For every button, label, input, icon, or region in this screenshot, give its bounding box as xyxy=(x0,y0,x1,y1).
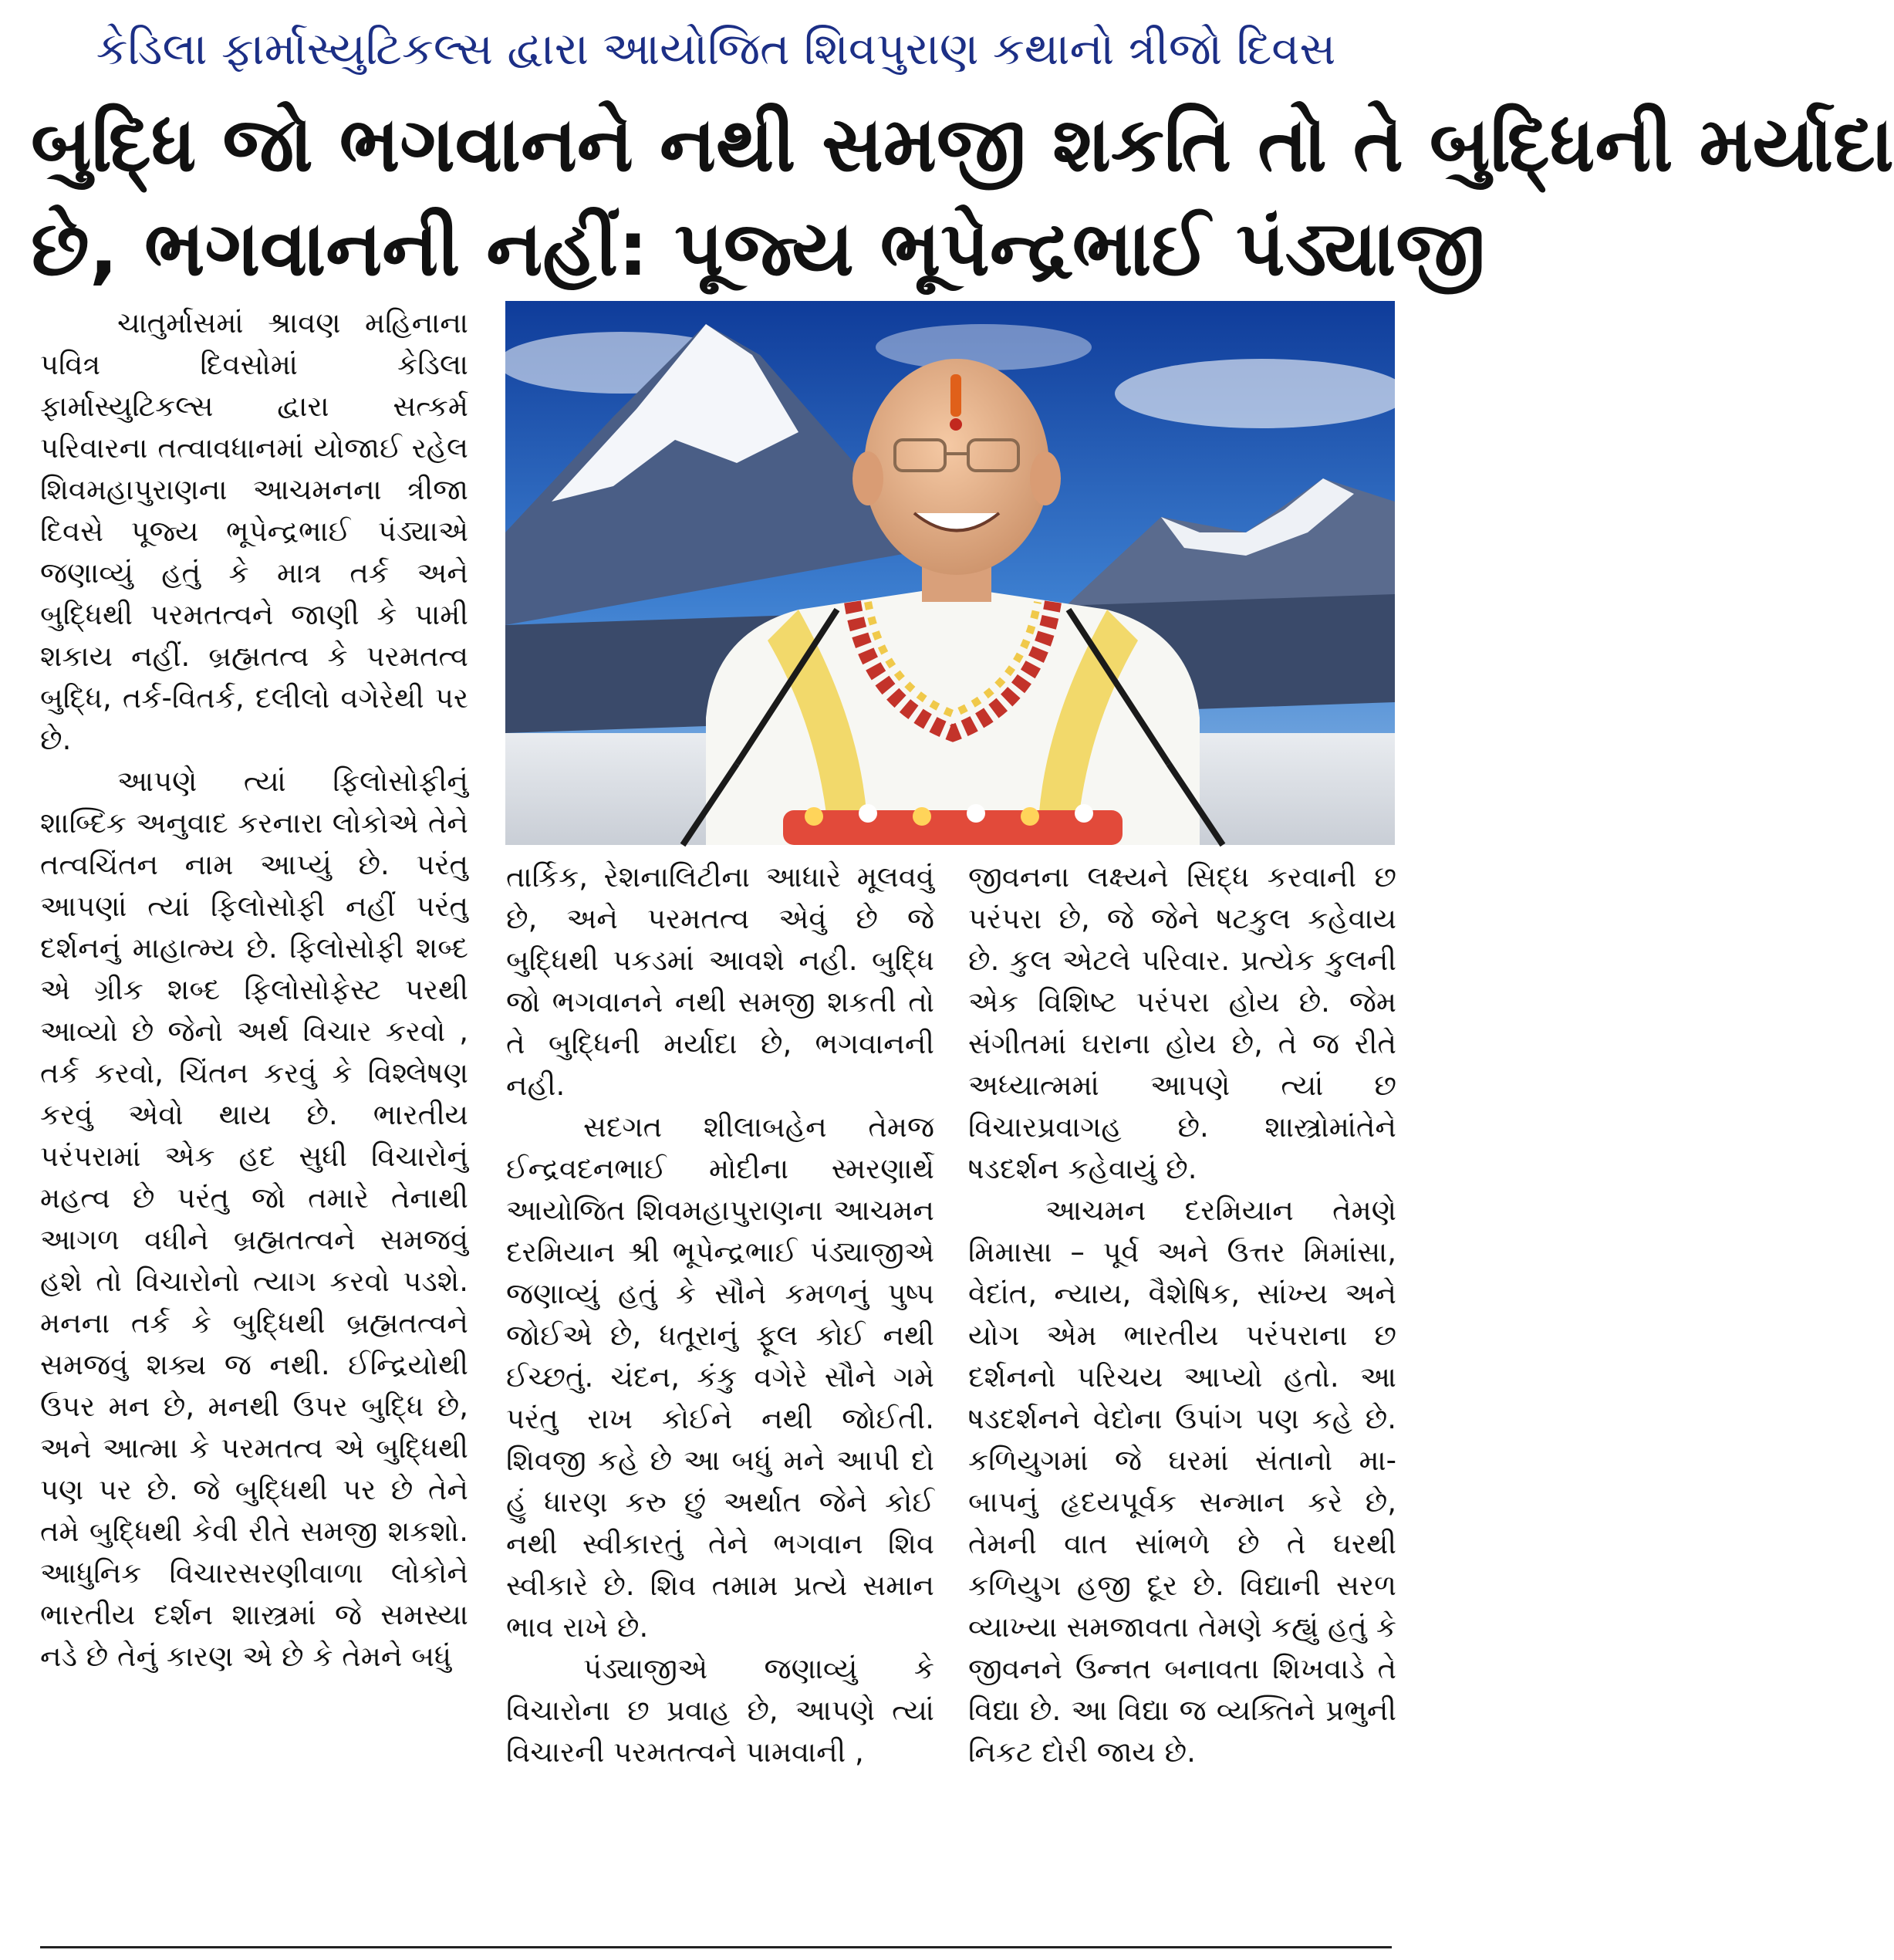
article-paragraph: ચાતુર્માસમાં શ્રાવણ મહિનાના પવિત્ર દિવસોમાં કેડિલા ફાર્માસ્યુટિકલ્સ દ્વારા સત્કર્મ પરિવારના તત્વાવધાનમાં યોજાઈ રહેલ શિવમહાપુરાણના આચમનના ત્રીજા દિવસે પૂજ્ય ભૂપેન્દ્રભાઈ પંડ્યાએ જણાવ્યું હતું કે માત્ર તર્ક અને બુદ્ધિથી પરમતત્વને જાણી કે પામી શકાય નહીં. બ્રહ્મતત્વ કે પરમતત્વ બુદ્ધિ, તર્ક-વિતર્ક, દલીલો વગેરેથી પર છે. xyxy=(40,306,468,756)
bottom-rule xyxy=(40,1946,1392,1948)
headline-line-2: છે, ભગવાનની નહીં: પૂજ્ય ભૂપેન્દ્રભાઈ પંડ્યાજી xyxy=(31,205,1486,293)
headline-line-1: બુદ્ધિ જો ભગવાનને નથી સમજી શકતિ તો તે બુદ્ધિની મર્યાદા xyxy=(31,101,1894,189)
article-paragraph: તાર્કિક, રેશનાલિટીના આધારે મૂલવવું છે, અને પરમતત્વ એવું છે જે બુદ્ધિથી પકડમાં આવશે નહી. બુદ્ધિ જો ભગવાનને નથી સમજી શકતી તો તે બુદ્ધિની મર્યાદા છે, ભગવાનની નહી. xyxy=(506,860,934,1102)
article-column-2 xyxy=(506,857,934,1921)
speaker-photo-illustration xyxy=(505,301,1395,845)
article-photo xyxy=(505,301,1395,845)
article-paragraph: આચમન દરમિયાન તેમણે મિમાસા – પૂર્વ અને ઉત્તર મિમાંસા, વેદાંત, ન્યાય, વૈશેષિક, સાંખ્ય અને યોગ એમ ભારતીય પરંપરાના છ દર્શનનો પરિચય આપ્યો હતો. આ ષડદર્શનને વેદોના ઉપાંગ પણ કહે છે. કળિયુગમાં જે ઘરમાં સંતાનો મા-બાપનું હૃદયપૂર્વક સન્માન કરે છે, તેમની વાત સાંભળે છે તે ઘરથી કળિયુગ હજી દૂર છે. વિદ્યાની સરળ વ્યાખ્યા સમજાવતા તેમણે કહ્યું હતું કે જીવનને ઉન્નત બનાવતા શિખવાડે તે વિદ્યા છે. આ વિદ્યા જ વ્યક્તિને પ્રભુની નિકટ દોરી જાય છે. xyxy=(968,1194,1396,1769)
article-paragraph: આપણે ત્યાં ફિલોસોફીનું શાબ્દિક અનુવાદ કરનારા લોકોએ તેને તત્વચિંતન નામ આપ્યું છે. પરંતુ આપણાં ત્યાં ફિલોસોફી નહીં પરંતુ દર્શનનું માહાત્મ્ય છે. ફિલોસોફી શબ્દ એ ગ્રીક શબ્દ ફિલોસોફેસ્ટ પરથી આવ્યો છે જેનો અર્થ વિચાર કરવો , તર્ક કરવો, ચિંતન કરવું કે વિશ્લેષણ કરવું એવો થાય છે. ભારતીય પરંપરામાં એક હદ સુધી વિચારોનું મહત્વ છે પરંતુ જો તમારે તેનાથી આગળ વધીને બ્રહ્મતત્વને સમજવું હશે તો વિચારોનો ત્યાગ કરવો પડશે. મનના તર્ક કે બુદ્ધિથી બ્રહ્મતત્વને સમજવું શક્ય જ નથી. ઈન્દ્રિયોથી ઉપર મન છે, મનથી ઉપર બુદ્ધિ છે, અને આત્મા કે પરમતત્વ એ બુદ્ધિથી પણ પર છે. જે બુદ્ધિથી પર છે તેને તમે બુદ્ધિથી કેવી રીતે સમજી શકશો. આધુનિક વિચારસરણીવાળા લોકોને ભારતીય દર્શન શાસ્ત્રમાં જે સમસ્યા નડે છે તેનું કારણ એ છે કે તેમને બધું xyxy=(40,765,468,1673)
article-paragraph: પંડ્યાજીએ જણાવ્યું કે વિચારોના છ પ્રવાહ છે, આપણે ત્યાં વિચારની પરમતત્વને પામવાની , xyxy=(506,1652,934,1769)
article-paragraph: જીવનના લક્ષ્યને સિદ્ધ કરવાની છ પરંપરા છે, જે જેને ષટકુલ કહેવાય છે. કુલ એટલે પરિવાર. પ્રત્યેક કુલની એક વિશિષ્ટ પરંપરા હોય છે. જેમ સંગીતમાં ઘરાના હોય છે, તે જ રીતે અધ્યાત્મમાં આપણે ત્યાં છ વિચારપ્રવાગહ છે. શાસ્ત્રોમાંતેને ષડદર્શન કહેવાયું છે. xyxy=(968,860,1396,1185)
article-paragraph: સદગત શીલાબહેન તેમજ ઈન્દ્રવદનભાઈ મોદીના સ્મરણાર્થે આયોજિત શિવમહાપુરાણના આચમન દરમિયાન શ્રી ભૂપેન્દ્રભાઈ પંડ્યાજીએ જણાવ્યું હતું કે સૌને કમળનું પુષ્પ જોઈએ છે, ધતૂરાનું ફૂલ કોઈ નથી ઈચ્છતું. ચંદન, કંકુ વગેરે સૌને ગમે પરંતુ રાખ કોઈને નથી જોઈતી. શિવજી કહે છે આ બધું મને આપી દો હું ધારણ કરુ છું અર્થાત જેને કોઈ નથી સ્વીકારતું તેને ભગવાન શિવ સ્વીકારે છે. શિવ તમામ પ્રત્યે સમાન ભાવ રાખે છે. xyxy=(506,1110,934,1644)
article-column-3 xyxy=(968,857,1396,1921)
kicker-line: કેડિલા ફાર્માસ્યુટિકલ્સ દ્વારા આયોજિત શિવપુરાણ કથાનો ત્રીજો દિવસ xyxy=(96,22,1336,75)
article-column-1 xyxy=(40,302,468,1923)
